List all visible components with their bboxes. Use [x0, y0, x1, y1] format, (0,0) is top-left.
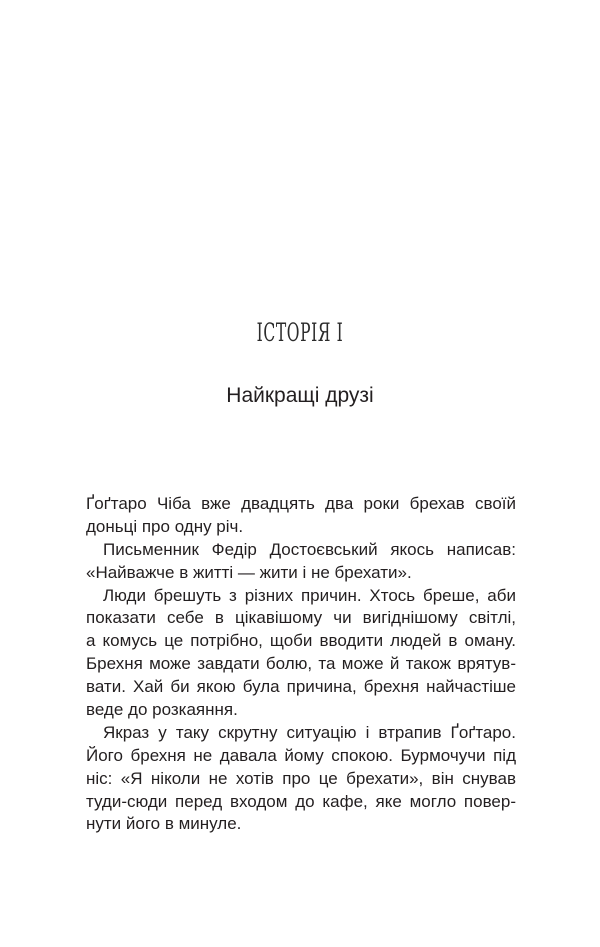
text-line: Ґоґтаро Чіба вже двадцять два роки брехав своїй: [86, 494, 516, 513]
text-line: доньці про одну річ.: [86, 516, 244, 536]
text-line: вати. Хай би якою була причина, брехня найчастіше: [86, 677, 516, 697]
text-line: нути його в минуле.: [86, 814, 242, 834]
body-text: [86, 493, 516, 836]
text-line: «Найважче в житті — жити і не брехати».: [86, 562, 412, 582]
text-line: показати себе в цікавішому чи вигіднішому світлі,: [86, 608, 516, 628]
text-line: ніс: «Я ніколи не хотів про це брехати», він снував: [86, 768, 516, 788]
text-line: туди-сюди перед входом до кафе, яке могло повер-: [86, 791, 516, 811]
text-line: Якраз у таку скрутну ситуацію і втрапив Ґоґтаро.: [103, 722, 516, 742]
text-line: а комусь це потрібно, щоби вводити людей в оману.: [86, 631, 516, 651]
chapter-title: Найкращі друзі: [226, 384, 374, 407]
text-line: Люди брешуть з різних причин. Хтось бреше, аби: [103, 585, 516, 605]
text-line: Брехня може завдати болю, та може й також врятув-: [86, 654, 516, 674]
text-line: Його брехня не давала йому спокою. Бурмочучи під: [86, 745, 516, 765]
text-line: веде до розкаяння.: [86, 700, 238, 720]
text-line: Письменник Федір Достоєвський якось написав:: [103, 539, 516, 559]
story-number-heading: ІСТОРІЯ І: [256, 318, 344, 347]
